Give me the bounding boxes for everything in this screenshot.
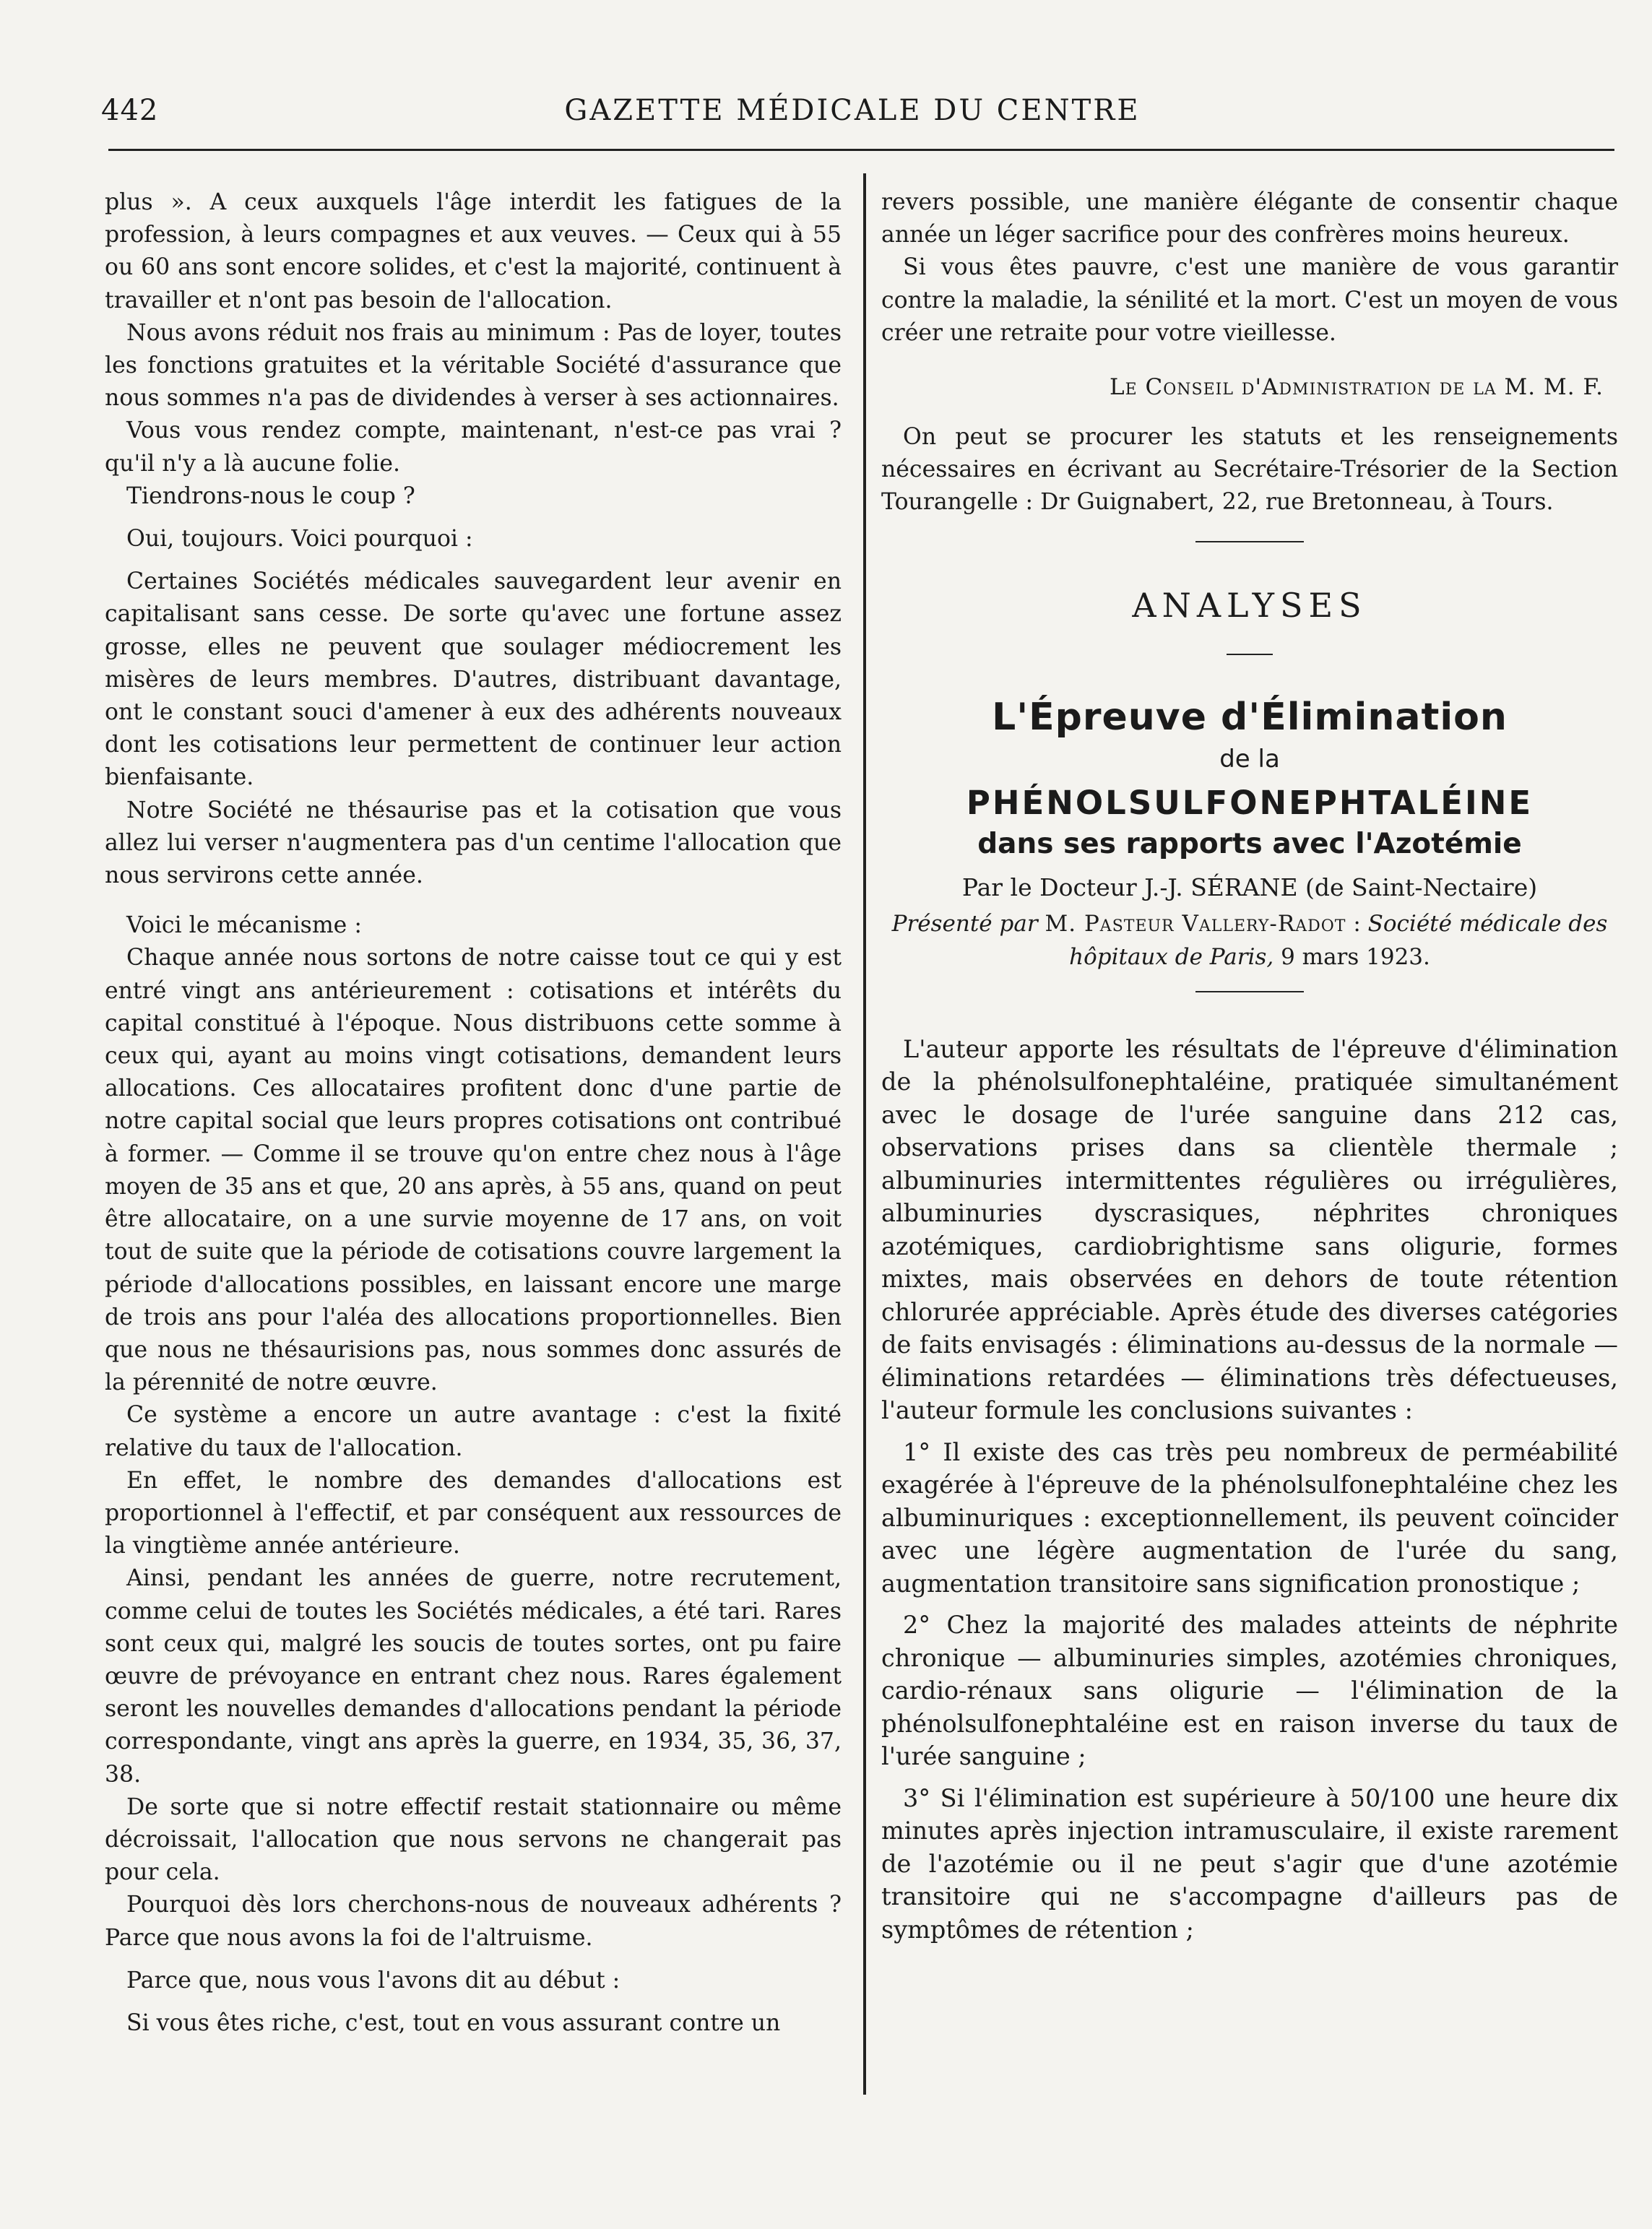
article-title: L'Épreuve d'Élimination [992,695,1508,739]
separator-rule [1195,541,1304,542]
society-name: Société médicale des hôpitaux de Paris, [1069,910,1608,970]
paragraph: Si vous êtes pauvre, c'est une manière de vous garantir contre la maladie, la sénilité et la mort. C'est un moyen de vous créer une retraite pour votre vieillesse. [881,254,1618,346]
paragraph: Vous vous rendez compte, maintenant, n'est-ce pas vrai ? qu'il n'y a là aucune folie. [105,417,842,477]
presentation-date: 9 mars 1923. [1281,943,1430,970]
presented-label: Présenté par [891,910,1038,937]
article-abstract [881,1033,1618,1947]
paragraph: De sorte que si notre effectif restait stationnaire ou même décroissait, l'allocation que nous servons ne changerait pas pour cela. [105,1793,842,1886]
section-heading: ANALYSES [1132,585,1367,625]
column-divider [863,173,866,2095]
paragraph: Tiendrons-nous le coup ? [126,482,415,509]
separator-rule [1195,991,1304,992]
paragraph: Parce que, nous vous l'avons dit au début : [126,1967,620,1994]
paragraph: Oui, toujours. Voici pourquoi : [126,526,473,553]
separator-rule [1227,654,1273,655]
conclusion-item: 3° Si l'élimination est supérieure à 50/100 une heure dix minutes après injection intramusculaire, il existe rarement de l'azotémie ou il ne peut s'agir que d'une azotémie transitoire qui ne s'accompagne d'ailleurs pas de symptômes de rétention ; [881,1783,1618,1944]
conclusion-item: 2° Chez la majorité des malades atteints de néphrite chronique — albuminuries simples, azotémies chroniques, cardio-rénaux sans oligurie — l'élimination de la phénolsulfonephtaléine est en raison inverse du taux de l'urée sanguine ; [881,1611,1618,1771]
paragraph: Certaines Sociétés médicales sauvegardent leur avenir en capitalisant sans cesse. De sorte qu'avec une fortune assez grosse, elles ne peuvent que soulager médiocrement les misères de leurs membres. D'autres, distribuant davantage, ont le constant souci d'amener à eux des adhérents nouveaux dont les cotisations leur permettent de continuer leur action bienfaisante. [105,568,842,791]
article-author: Par le Docteur J.-J. SÉRANE (de Saint-Nectaire) [961,873,1538,901]
paragraph: Chaque année nous sortons de notre caisse tout ce qui y est entré vingt ans antérieurement : cotisations et intérêts du capital constitué à l'époque. Nous distribuons cette somme à ceux qui, ayant au moins vingt cotisations, demandent leurs allocations. Ces allocataires profitent donc d'une partie de notre capital social que leurs propres cotisations ont contribué à former. — Comme il se trouve qu'on entre chez nous à l'âge moyen de 35 ans et que, 20 ans après, à 55 ans, quand on peut être allocataire, on a une survie moyenne de 17 ans, on voit tout de suite que la période de cotisations couvre largement la période d'allocations possibles, en laissant encore une marge de trois ans pour l'aléa des allocations proportionnelles. Bien que nous ne thésaurisions pas, nous sommes donc assurés de la pérennité de notre œuvre. [105,945,842,1396]
paragraph: Pourquoi dès lors cherchons-nous de nouveaux adhérents ? Parce que nous avons la foi de l'altruisme. [105,1892,842,1951]
paragraph: Si vous êtes riche, c'est, tout en vous assurant contre un [126,2009,781,2036]
page-header [101,87,1604,137]
article-subtitle: dans ses rapports avec l'Azotémie [977,827,1522,860]
signature: Le Conseil d'Administration de la M. M. F. [1110,374,1604,401]
article-connector: de la [1219,744,1280,774]
right-column [881,186,1618,1946]
info-paragraph: On peut se procurer les statuts et les renseignements nécessaires en écrivant au Secrétaire-Trésorier de la Section Tourangelle : Dr Guignabert, 22, rue Bretonneau, à Tours. [881,424,1618,516]
conclusion-item: 1° Il existe des cas très peu nombreux de perméabilité exagérée à l'épreuve de la phénolsulfonephtaléine chez les albuminuriques : exceptionnellement, ils peuvent coïncider avec une légère augmentation de l'urée du sang, augmentation transitoire sans signification pronostique ; [881,1437,1618,1598]
paragraph: En effet, le nombre des demandes d'allocations est proportionnel à l'effectif, et par conséquent aux ressources de la vingtième année antérieure. [105,1467,842,1559]
paragraph: Ce système a encore un autre avantage : c'est la fixité relative du taux de l'allocation. [105,1402,842,1461]
left-column [105,186,842,2040]
abstract-paragraph: L'auteur apporte les résultats de l'épreuve d'élimination de la phénolsulfonephtaléine, pratiquée simultanément avec le dosage de l'urée sanguine dans 212 cas, observations prises dans sa clientèle thermale ; albuminuries intermittentes régulières ou irrégulières, albuminuries dyscrasiques, néphrites chroniques azotémiques, cardiobrightisme sans oligurie, formes mixtes, mais observées en dehors de toute rétention chlorurée appréciable. Après étude des diverses catégories de faits envisagés : éliminations au-dessus de la normale — éliminations retardées — éliminations très défectueuses, l'auteur formule les conclusions suivantes : [881,1034,1618,1425]
paragraph: Ainsi, pendant les années de guerre, notre recrutement, comme celui de toutes les Sociétés médicales, a été tari. Rares sont ceux qui, malgré les soucis de toutes sortes, ont pu faire œuvre de prévoyance en entrant chez nous. Rares également seront les nouvelles demandes d'allocations pendant la période correspondante, vingt ans après la guerre, en 1934, 35, 36, 37, 38. [105,1565,842,1788]
presentation-note: Présenté par M. Pasteur Vallery-Radot : Société médicale des hôpitaux de Paris, 9 mars 1923. [891,910,1608,970]
page-number: 442 [101,94,159,127]
running-title: GAZETTE MÉDICALE DU CENTRE [564,94,1141,127]
paragraph: Nous avons réduit nos frais au minimum : Pas de loyer, toutes les fonctions gratuites et la véritable Société d'assurance que nous sommes n'a pas de dividendes à verser à ses actionnaires. [105,319,842,412]
paragraph: plus ». A ceux auxquels l'âge interdit les fatigues de la profession, à leurs compagnes et aux veuves. — Ceux qui à 55 ou 60 ans sont encore solides, et c'est la majorité, continuent à travailler et n'ont pas besoin de l'allocation. [105,189,842,313]
paragraph: Voici le mécanisme : [126,912,362,939]
paragraph: Notre Société ne thésaurise pas et la cotisation que vous allez lui verser n'augmentera pas d'un centime l'allocation que nous servirons cette année. [105,797,842,889]
presenter-name: M. Pasteur Vallery-Radot [1045,910,1346,937]
paragraph: revers possible, une manière élégante de consentir chaque année un léger sacrifice pour des confrères moins heureux. [881,189,1618,248]
article-subject: PHÉNOLSULFONEPHTALÉINE [966,783,1534,822]
header-rule [108,149,1614,151]
